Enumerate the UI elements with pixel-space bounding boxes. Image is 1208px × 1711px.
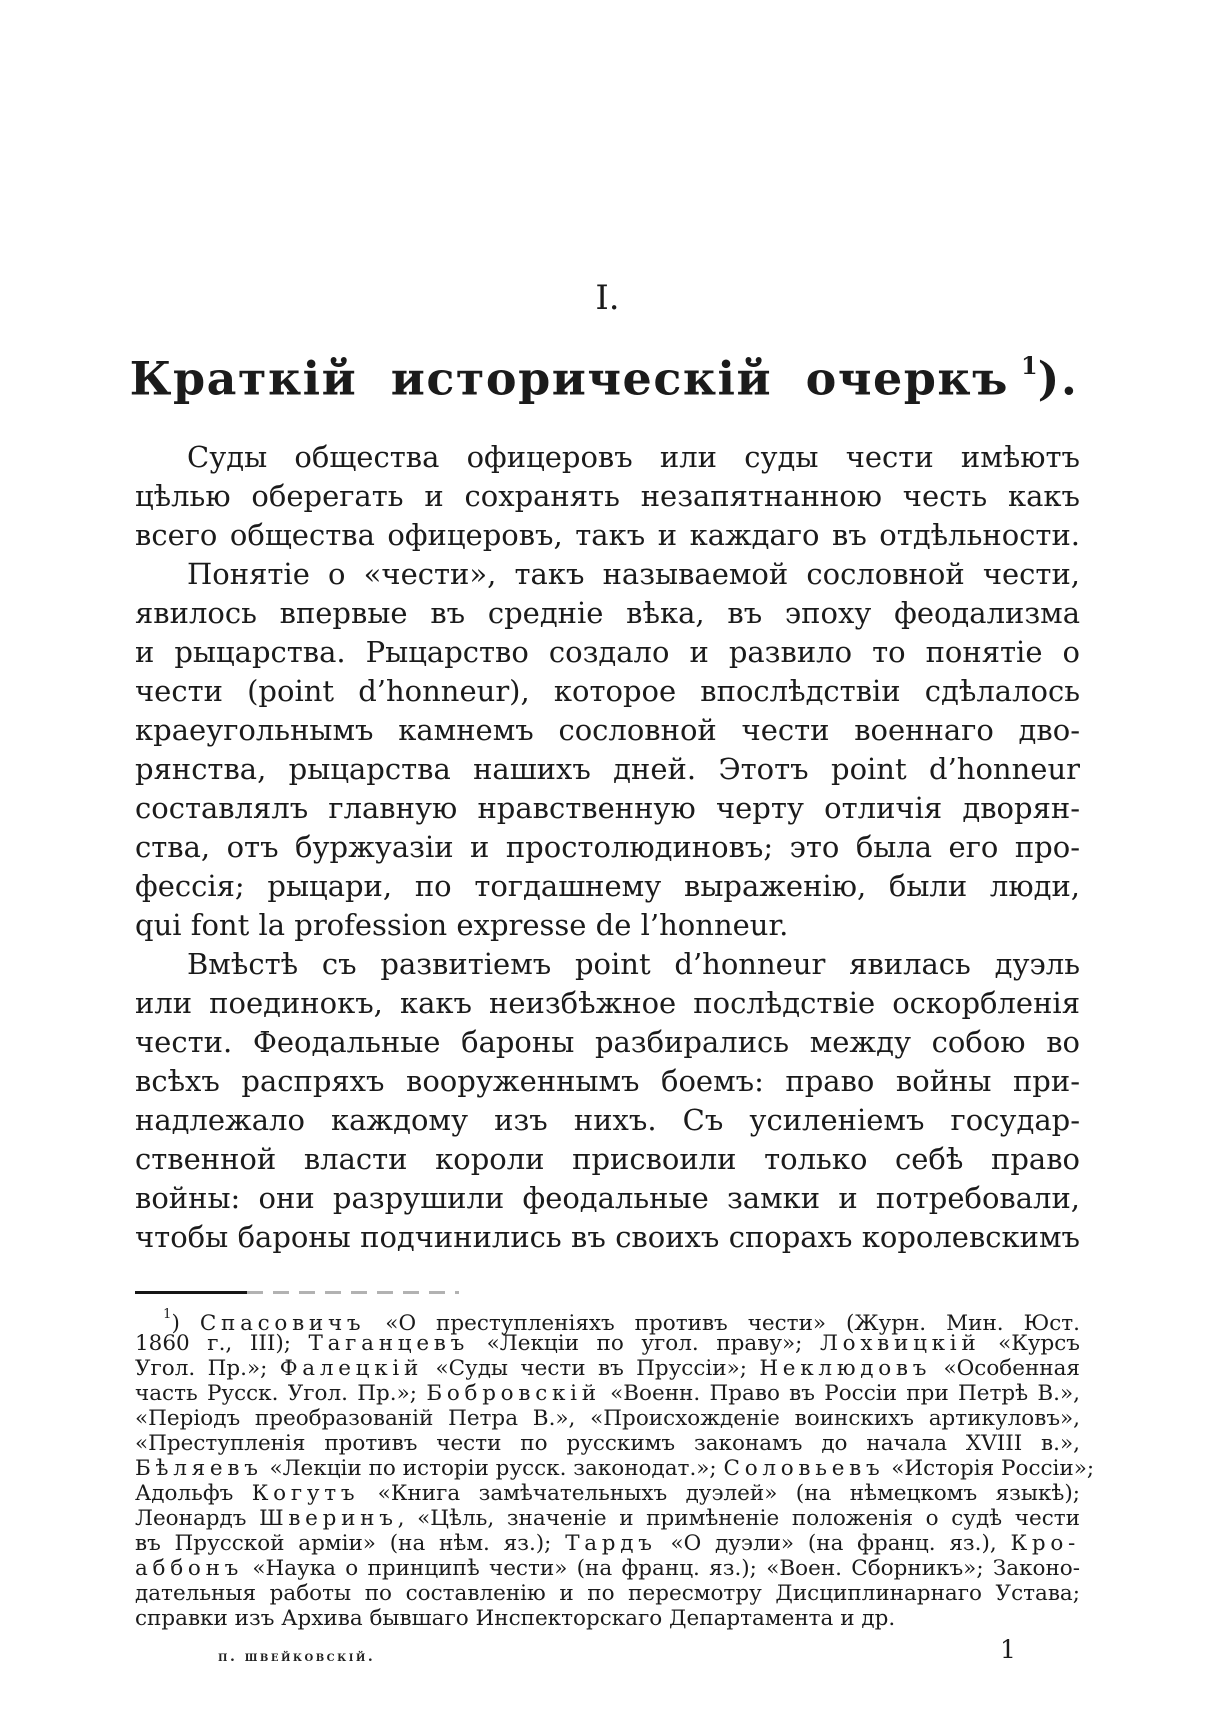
- footnote-line: [135, 1406, 1080, 1431]
- text-line: или поединокъ, какъ неизбѣжное послѣдствіе оскорбленія: [135, 986, 1080, 1020]
- text-line: надлежало каждому изъ нихъ. Съ усиленіемъ государ-: [135, 1103, 1080, 1137]
- footnote-text-segment: ): [171, 1311, 200, 1337]
- footnote-author-name: Бѣляевъ: [135, 1456, 263, 1481]
- text-line: составлялъ главную нравственную черту отличія дворян-: [135, 791, 1080, 825]
- footnote-line: [135, 1306, 1080, 1337]
- page-title: [0, 340, 1208, 408]
- footnote-author-name: Кро-: [1010, 1531, 1080, 1556]
- signature-line: п. швейковскій.: [218, 1649, 376, 1665]
- footnote-author-name: Соловьевъ: [723, 1456, 885, 1481]
- title-footnote-ref: 1: [1020, 352, 1038, 380]
- text-line: ственной власти короли присвоили только себѣ право: [135, 1142, 1080, 1176]
- footnote-text-segment: Леонардъ: [135, 1506, 260, 1531]
- text-line: Понятіе о «чести», такъ называемой сословной чести,: [187, 557, 1080, 591]
- text-line: qui font la profession expresse de l’honneur.: [135, 908, 789, 942]
- title-text: Краткій историческій очеркъ: [129, 351, 1009, 406]
- footnote-text-segment: «Военн. Право въ Россіи при Петрѣ В.»,: [600, 1381, 1080, 1406]
- footnote-author-name: Шверинъ: [259, 1506, 398, 1531]
- footnote-line: [135, 1606, 1080, 1631]
- footnote-text-segment: Адольфъ: [135, 1481, 252, 1506]
- body-text: [135, 438, 1080, 1257]
- footnote-line: [135, 1531, 1080, 1556]
- chapter-number: I.: [595, 278, 620, 318]
- footnote-line: [135, 1456, 1095, 1481]
- footnote-line: [135, 1506, 1080, 1531]
- text-line: Вмѣстѣ съ развитіемъ point d’honneur явилась дуэль: [187, 947, 1080, 981]
- footnote-line: [135, 1581, 1080, 1606]
- footnote-author-name: Спасовичъ: [199, 1311, 366, 1337]
- text-line: фессія; рыцари, по тогдашнему выраженію, были люди,: [135, 869, 1080, 903]
- footnote-author-name: Лохвицкій: [819, 1331, 981, 1356]
- footnote-text-segment: «Лекціи по исторіи русск. законодат.»;: [262, 1456, 724, 1481]
- footnote-text-segment: часть Русск. Угол. Пр.»;: [135, 1381, 427, 1406]
- footnote-text-segment: «Исторія Россіи»;: [884, 1456, 1095, 1481]
- text-line: и рыцарства. Рыцарство создало и развило то понятіе о: [135, 635, 1080, 669]
- footnote-line: [135, 1356, 1080, 1381]
- text-line: краеугольнымъ камнемъ сословной чести военнаго дво-: [135, 713, 1080, 747]
- footnote-author-name: Неклюдовъ: [759, 1356, 932, 1381]
- footnote-author-name: Фалецкій: [279, 1356, 424, 1381]
- text-line: войны: они разрушили феодальные замки и потребовали,: [135, 1181, 1080, 1215]
- footnote-text-segment: «Суды чести въ Пруссіи»;: [423, 1356, 760, 1381]
- footnote-author-name: Тардъ: [565, 1531, 657, 1556]
- text-line: ства, отъ буржуазіи и простолюдиновъ; это была его про-: [135, 830, 1080, 864]
- footnote-separator-solid: [135, 1291, 247, 1294]
- footnote-text-segment: дательныя работы по составленію и по пересмотру Дисциплинарнаго Устава;: [135, 1581, 1080, 1606]
- footnote-line: [135, 1481, 1080, 1506]
- text-line: цѣлью оберегать и сохранять незапятнанною честь какъ: [135, 479, 1080, 513]
- footnote-author-name: аббонъ: [135, 1556, 244, 1581]
- page-number: 1: [1000, 1635, 1016, 1664]
- paragraph: [135, 945, 1080, 1257]
- footnote-line: [135, 1431, 1080, 1456]
- footnote-text-segment: Угол. Пр.»;: [135, 1356, 280, 1381]
- footnote-separator: [135, 1291, 459, 1294]
- footnote-text-segment: , «Цѣль, значеніе и примѣненіе положенія о судѣ чести: [397, 1506, 1080, 1531]
- footnote-text-segment: «Книга замѣчательныхъ дуэлей» (на нѣмецкомъ языкѣ);: [359, 1481, 1081, 1506]
- footnote-text-segment: въ Прусской арміи» (на нѣм. яз.);: [135, 1531, 566, 1556]
- footnote-text-segment: «Курсъ: [980, 1331, 1080, 1356]
- footnote-text-segment: «О дуэли» (на франц. яз.),: [656, 1531, 1011, 1556]
- footnote-author-name: Таганцевъ: [308, 1331, 470, 1356]
- paragraph: [135, 438, 1080, 555]
- footnote-line: [135, 1381, 1080, 1406]
- footnote-text-segment: 1860 г., III);: [135, 1331, 309, 1356]
- text-line: Суды общества офицеровъ или суды чести имѣютъ: [187, 440, 1080, 474]
- footnote-text-segment: «Преступленія противъ чести по русскимъ законамъ до начала XVIII в.»,: [135, 1431, 1080, 1456]
- title-suffix: ).: [1037, 351, 1079, 406]
- text-line: чести (point d’honneur), которое впослѣдствіи сдѣлалось: [135, 674, 1080, 708]
- text-line: явилось впервые въ средніе вѣка, въ эпоху феодализма: [135, 596, 1080, 630]
- footnote-text-segment: «О преступленіяхъ противъ чести» (Журн. Мин. Юст.: [365, 1311, 1080, 1337]
- text-line: чести. Феодальные бароны разбирались между собою во: [135, 1025, 1080, 1059]
- paragraph: [135, 555, 1080, 945]
- footnote-author-name: Бобровскій: [426, 1381, 601, 1406]
- footnote-text: [135, 1306, 1095, 1631]
- footnote-text-segment: «Особенная: [931, 1356, 1080, 1381]
- footnote-line: [135, 1331, 1080, 1356]
- footnote-marker: 1: [163, 1307, 172, 1322]
- footnote-separator-faded: [247, 1291, 459, 1294]
- text-line: рянства, рыцарства нашихъ дней. Этотъ point d’honneur: [135, 752, 1080, 786]
- footnote-text-segment: «Періодъ преобразованій Петра В.», «Происхожденіе воинскихъ артикуловъ»,: [135, 1406, 1080, 1431]
- footnote-author-name: Когутъ: [251, 1481, 360, 1506]
- text-line: всѣхъ распряхъ вооруженнымъ боемъ: право войны при-: [135, 1064, 1080, 1098]
- footnote-text-segment: «Наука о принципѣ чести» (на франц. яз.); «Воен. Сборникъ»; Законо-: [243, 1556, 1080, 1581]
- footnote-line: [135, 1556, 1080, 1581]
- text-line: чтобы бароны подчинились въ своихъ спорахъ королевскимъ: [135, 1220, 1080, 1254]
- footnote-text-segment: «Лекціи по угол. праву»;: [469, 1331, 820, 1356]
- text-line: всего общества офицеровъ, такъ и каждаго въ отдѣльности.: [135, 518, 1080, 552]
- footnote-text-segment: справки изъ Архива бывшаго Инспекторскаго Департамента и др.: [135, 1606, 896, 1631]
